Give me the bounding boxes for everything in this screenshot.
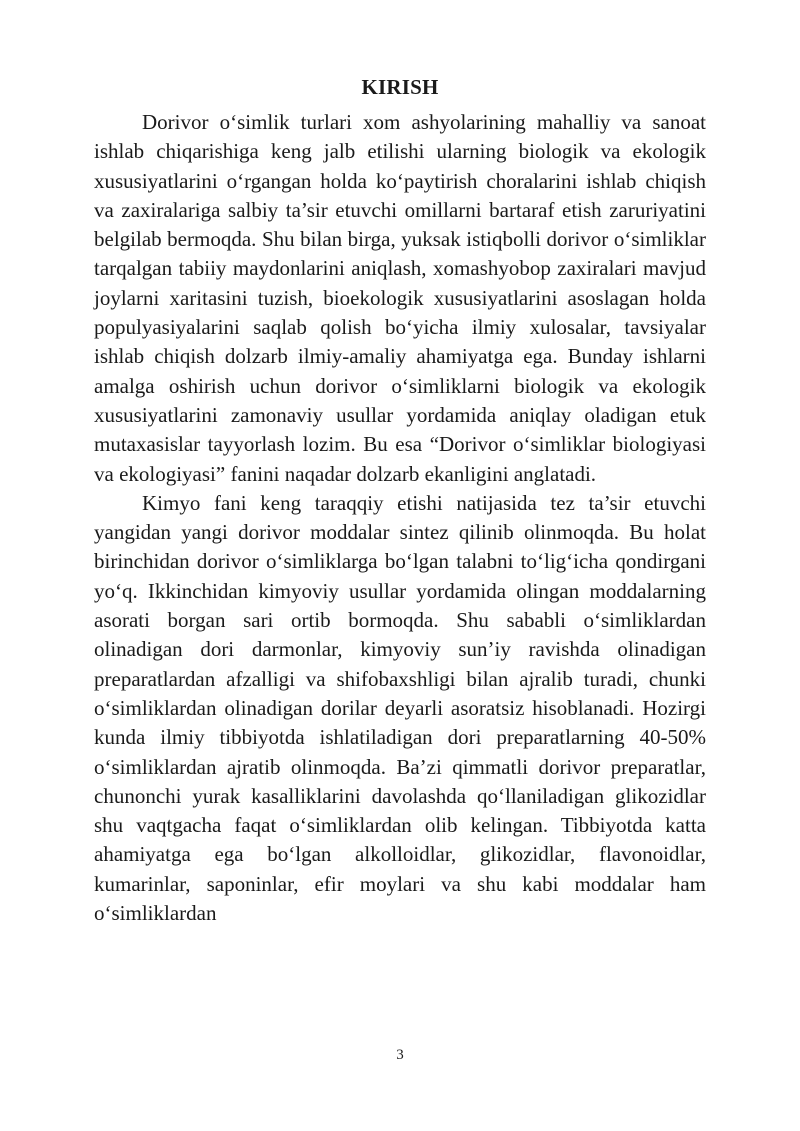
document-page [94, 72, 706, 928]
section-title: KIRISH [361, 75, 439, 99]
page-number: 3 [396, 1047, 404, 1063]
paragraph-2: Kimyo fani keng taraqqiy etishi natijasida tez ta’sir etuvchi yangidan yangi dorivor moddalar sintez qilinib olinmoqda. Bu holat birinchidan dorivor o‘simliklarga bo‘lgan talabni to‘lig‘icha qondirgani yo‘q. Ikkinchidan kimyoviy usullar yordamida olingan moddalarning asorati borgan sari ortib bormoqda. Shu sababli o‘simliklardan olinadigan dori darmonlar, kimyoviy sun’iy ravishda olinadigan preparatlardan afzalligi va shifobaxshligi bilan ajralib turadi, chunki o‘simliklardan olinadigan dorilar deyarli asoratsiz hisoblanadi. Hozirgi kunda ilmiy tibbiyotda ishlatiladigan dori preparatlarning 40-50% o‘simliklardan ajratib olinmoqda. Ba’zi qimmatli dorivor preparatlar, chunonchi yurak kasalliklarini davolashda qo‘llaniladigan glikozidlar shu vaqtgacha faqat o‘simliklardan olib kelingan. Tibbiyotda katta ahamiyatga ega bo‘lgan alkolloidlar, glikozidlar, flavonoidlar, kumarinlar, saponinlar, efir moylari va shu kabi moddalar ham o‘simliklardan [94, 490, 706, 926]
paragraph-1: Dorivor o‘simlik turlari xom ashyolarining mahalliy va sanoat ishlab chiqarishiga keng jalb etilishi ularning biologik va ekologik xususiyatlarini o‘rgangan holda ko‘paytirish choralarini ishlab chiqish va zaxiralariga salbiy ta’sir etuvchi omillarni bartaraf etish zaruriyatini belgilab bermoqda. Shu bilan birga, yuksak istiqbolli dorivor o‘simliklar tarqalgan tabiiy maydonlarini aniqlash, xomashyobop zaxiralari mavjud joylarni xaritasini tuzish, bioekologik xususiyatlarini asoslagan holda populyasiyalarini saqlab qolish bo‘yicha ilmiy xulosalar, tavsiyalar ishlab chiqish dolzarb ilmiy-amaliy ahamiyatga ega. Bunday ishlarni amalga oshirish uchun dorivor o‘simliklarni biologik va ekologik xususiyatlarini zamonaviy usullar yordamida aniqlay oladigan etuk mutaxasislar tayyorlash lozim. Bu esa “Dorivor o‘simliklar biologiyasi va ekologiyasi” fanini naqadar dolzarb ekanligini anglatadi. [94, 110, 706, 486]
